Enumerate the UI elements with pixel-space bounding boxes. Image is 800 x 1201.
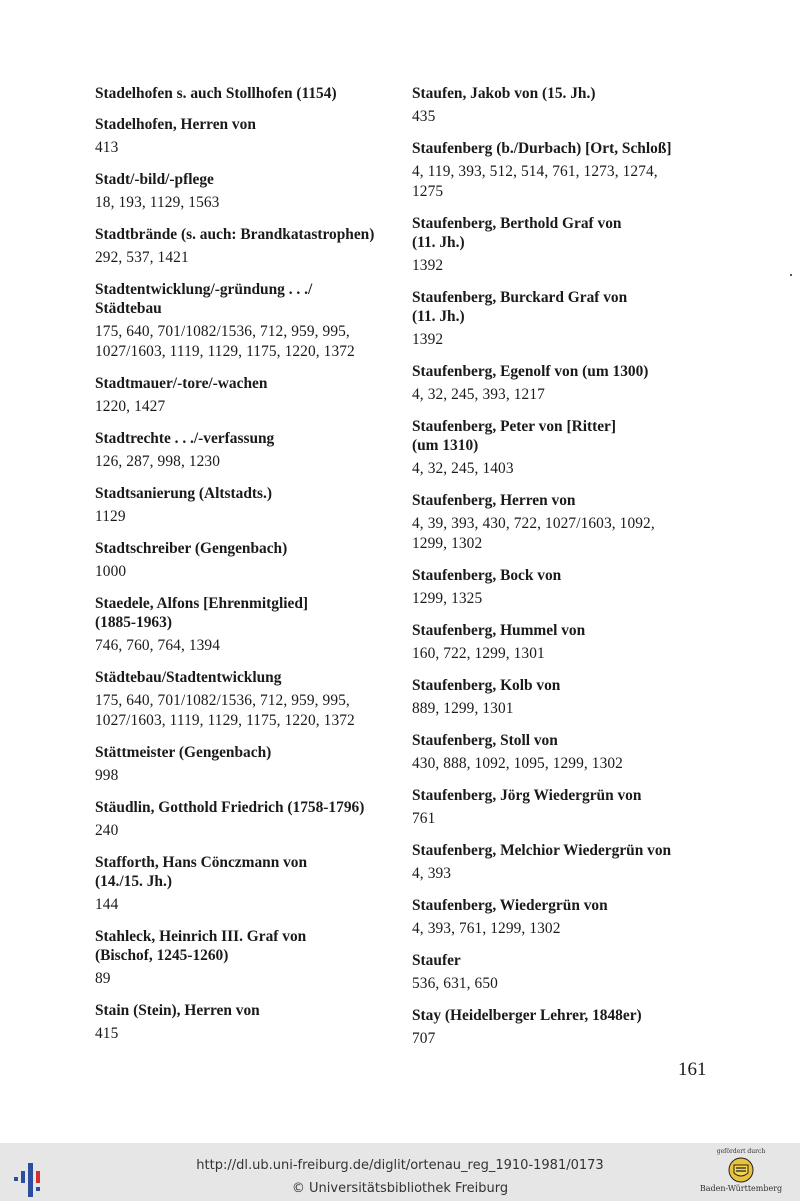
index-entry <box>95 927 395 989</box>
index-page-refs: 144 <box>95 896 119 913</box>
page-number: 161 <box>678 1059 707 1080</box>
index-entry <box>95 115 395 158</box>
index-entry <box>412 417 712 479</box>
index-page-refs: 413 <box>95 139 119 156</box>
index-page-refs: 89 <box>95 970 111 987</box>
index-entry <box>412 1006 712 1049</box>
index-term: Stadtbrände (s. auch: Brandkatastrophen) <box>95 226 375 243</box>
index-page-refs: 415 <box>95 1025 119 1042</box>
index-page-refs: 4, 32, 245, 1403 <box>412 460 514 477</box>
index-page-refs: 761 <box>412 810 436 827</box>
state-crest-icon <box>728 1157 754 1183</box>
index-entry <box>412 731 712 774</box>
index-term: Stahleck, Heinrich III. Graf von (Bischof, 1245-1260) <box>95 928 307 964</box>
index-term: Stadelhofen s. auch Stollhofen (1154) <box>95 85 337 102</box>
index-term: Stay (Heidelberger Lehrer, 1848er) <box>412 1007 642 1024</box>
index-entry <box>412 84 712 127</box>
index-entry <box>95 1001 395 1044</box>
index-page-refs: 435 <box>412 108 436 125</box>
index-entry <box>95 429 395 472</box>
index-page-refs: 998 <box>95 767 119 784</box>
index-term: Staufenberg, Berthold Graf von (11. Jh.) <box>412 215 622 251</box>
index-entry <box>412 676 712 719</box>
index-term: Staufenberg, Bock von <box>412 567 562 584</box>
index-entry <box>412 896 712 939</box>
index-entry <box>412 139 712 202</box>
index-term: Staufenberg, Wiedergrün von <box>412 897 608 914</box>
index-term: Stadtschreiber (Gengenbach) <box>95 540 288 557</box>
index-term: Staufenberg, Burckard Graf von (11. Jh.) <box>412 289 628 325</box>
index-page-refs: 536, 631, 650 <box>412 975 498 992</box>
index-term: Stadtrechte . . ./-verfassung <box>95 430 275 447</box>
index-entry <box>95 539 395 582</box>
index-term: Stadtmauer/-tore/-wachen <box>95 375 268 392</box>
index-page-refs: 1000 <box>95 563 127 580</box>
index-entry <box>95 594 395 656</box>
index-entry <box>95 853 395 915</box>
index-entry <box>412 786 712 829</box>
index-column-left <box>95 84 395 1056</box>
index-page-refs: 1392 <box>412 331 444 348</box>
index-page-refs: 4, 119, 393, 512, 514, 761, 1273, 1274, 1275 <box>412 163 658 200</box>
index-column-right <box>412 84 712 1061</box>
scan-speck <box>790 274 792 276</box>
index-page-refs: 430, 888, 1092, 1095, 1299, 1302 <box>412 755 623 772</box>
index-page-refs: 1392 <box>412 257 444 274</box>
index-page-refs: 4, 39, 393, 430, 722, 1027/1603, 1092, 1299, 1302 <box>412 515 655 552</box>
index-term: Stain (Stein), Herren von <box>95 1002 260 1019</box>
index-entry <box>95 374 395 417</box>
index-entry <box>412 214 712 276</box>
index-entry <box>412 362 712 405</box>
index-entry <box>95 225 395 268</box>
index-term: Stadtsanierung (Altstadts.) <box>95 485 273 502</box>
footer-bar <box>0 1143 800 1201</box>
index-entry <box>95 170 395 213</box>
index-page-refs: 126, 287, 998, 1230 <box>95 453 221 470</box>
index-term: Stafforth, Hans Cönczmann von (14./15. Jh.) <box>95 854 308 890</box>
index-page-refs: 4, 393, 761, 1299, 1302 <box>412 920 561 937</box>
index-term: Stadtentwicklung/-gründung . . ./ Städtebau <box>95 281 313 317</box>
index-term: Stättmeister (Gengenbach) <box>95 744 272 761</box>
index-page-refs: 4, 393 <box>412 865 452 882</box>
index-term: Stadelhofen, Herren von <box>95 116 256 133</box>
index-entry <box>412 841 712 884</box>
index-page-refs: 707 <box>412 1030 436 1047</box>
index-term: Staufenberg, Stoll von <box>412 732 558 749</box>
index-entry <box>95 484 395 527</box>
index-term: Stäudlin, Gotthold Friedrich (1758-1796) <box>95 799 365 816</box>
index-entry <box>95 668 395 731</box>
index-term: Staedele, Alfons [Ehrenmitglied] (1885-1963) <box>95 595 309 631</box>
index-entry <box>412 621 712 664</box>
index-page-refs: 175, 640, 701/1082/1536, 712, 959, 995, 1027/1603, 1119, 1129, 1175, 1220, 1372 <box>95 692 355 729</box>
index-term: Staufer <box>412 952 461 969</box>
index-page-refs: 175, 640, 701/1082/1536, 712, 959, 995, 1027/1603, 1119, 1129, 1175, 1220, 1372 <box>95 323 355 360</box>
index-term: Staufenberg, Jörg Wiedergrün von <box>412 787 642 804</box>
index-entry <box>412 951 712 994</box>
index-entry <box>95 798 395 841</box>
index-entry <box>95 84 395 103</box>
index-term: Staufenberg, Hummel von <box>412 622 586 639</box>
index-page-refs: 18, 193, 1129, 1563 <box>95 194 220 211</box>
index-page-refs: 1299, 1325 <box>412 590 483 607</box>
index-page-refs: 4, 32, 245, 393, 1217 <box>412 386 545 403</box>
index-term: Staufenberg, Egenolf von (um 1300) <box>412 363 649 380</box>
index-page-refs: 889, 1299, 1301 <box>412 700 514 717</box>
index-term: Staufenberg, Peter von [Ritter] (um 1310) <box>412 418 617 454</box>
index-page-refs: 1129 <box>95 508 126 525</box>
index-term: Staufenberg, Melchior Wiedergrün von <box>412 842 672 859</box>
index-term: Stadt/-bild/-pflege <box>95 171 214 188</box>
index-term: Staufenberg, Herren von <box>412 492 576 509</box>
footer-url-link[interactable]: http://dl.ub.uni-freiburg.de/diglit/ortenau_reg_1910-1981/0173 <box>196 1158 604 1173</box>
index-page-refs: 1220, 1427 <box>95 398 166 415</box>
index-term: Staufenberg, Kolb von <box>412 677 561 694</box>
index-term: Städtebau/Stadtentwicklung <box>95 669 282 686</box>
sponsor-name: Baden-Württemberg <box>699 1184 783 1193</box>
index-entry <box>95 280 395 362</box>
index-page-refs: 160, 722, 1299, 1301 <box>412 645 545 662</box>
sponsor-badge <box>694 1148 788 1201</box>
index-entry <box>412 566 712 609</box>
index-term: Staufen, Jakob von (15. Jh.) <box>412 85 596 102</box>
index-page-refs: 292, 537, 1421 <box>95 249 189 266</box>
index-entry <box>412 288 712 350</box>
index-page-refs: 240 <box>95 822 119 839</box>
index-entry <box>95 743 395 786</box>
footer-copyright: © Universitätsbibliothek Freiburg <box>291 1181 509 1196</box>
sponsor-caption: gefördert durch <box>716 1148 766 1155</box>
index-page-refs: 746, 760, 764, 1394 <box>95 637 221 654</box>
index-term: Staufenberg (b./Durbach) [Ort, Schloß] <box>412 140 672 157</box>
index-entry <box>412 491 712 554</box>
